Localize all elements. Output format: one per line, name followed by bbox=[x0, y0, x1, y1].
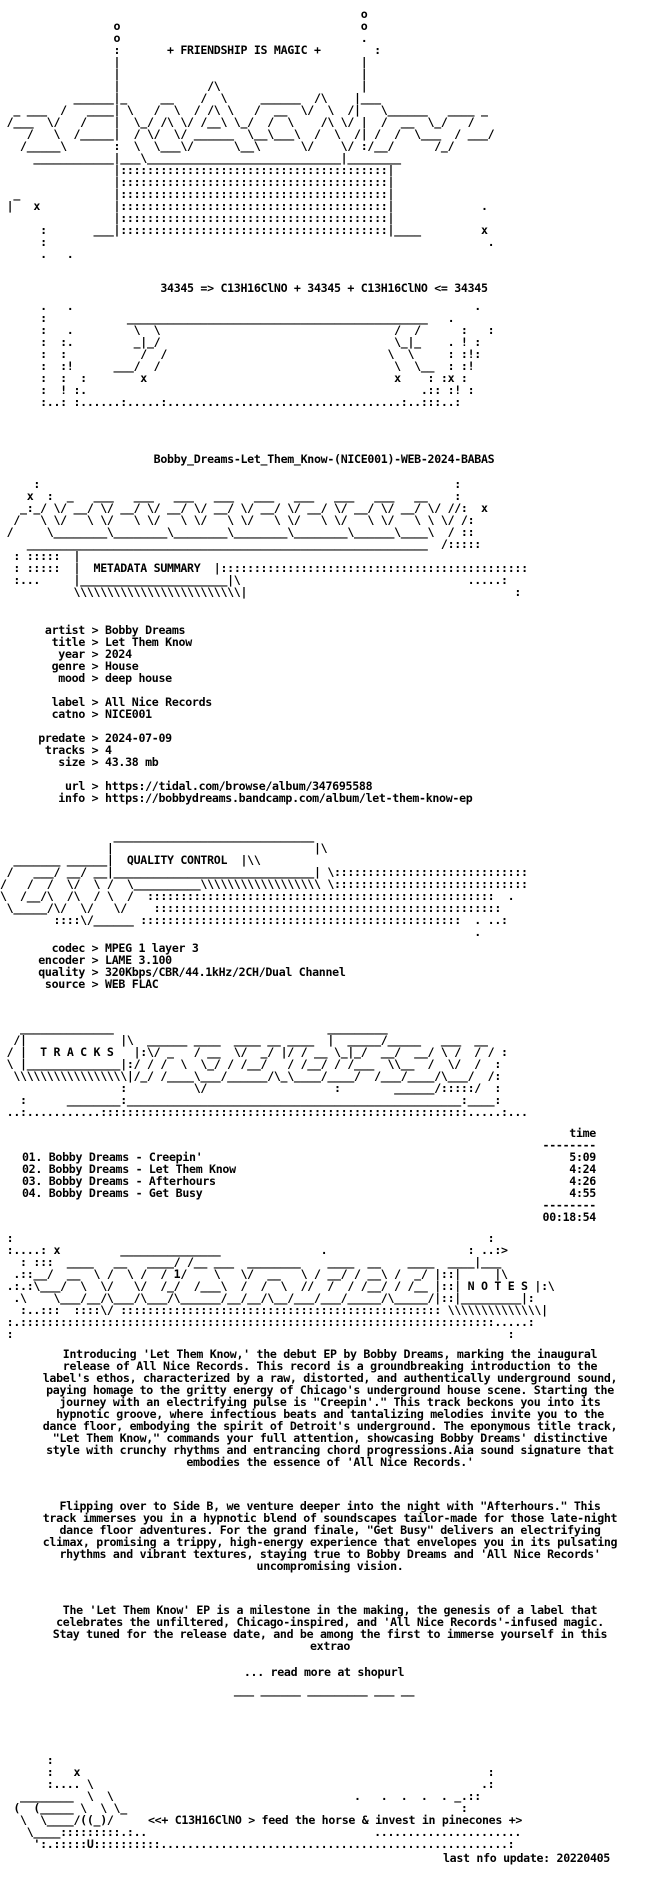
notes-paragraph-2: Flipping over to Side B, we venture deeper into the night with "Afterhours." This track immerses you in a hypnotic blend of soundscapes tailor-made for those late-night dance floor adventures. For the grand finale, "Get Busy" delivers an electrifying climax, promising a trippy, high-energy experience that envelopes you in its pulsating rhythms and vibrant textures, staying true to Bobby Dreams and 'All Nice Records' uncompromising vision. bbox=[42, 1499, 618, 1573]
notes-section-title: N O T E S bbox=[467, 1279, 528, 1293]
metadata-row-genre: genre > House bbox=[51, 659, 139, 673]
metadata-row-tracks: tracks > 4 bbox=[44, 743, 112, 757]
track-row: 02. Bobby Dreams - Let Them Know bbox=[22, 1162, 236, 1176]
footer-tagline: <<+ C13H16ClNO > feed the horse & invest in pinecones +> bbox=[148, 1813, 523, 1827]
tracks-time-header: time bbox=[569, 1126, 596, 1140]
notes-underline: ___ ______ _________ ___ __ bbox=[233, 1683, 415, 1697]
metadata-row-artist: artist > Bobby Dreams bbox=[44, 623, 186, 637]
metadata-row-label: label > All Nice Records bbox=[51, 695, 212, 709]
track-row: 04. Bobby Dreams - Get Busy bbox=[22, 1186, 203, 1200]
quality-row-quality: quality > 320Kbps/CBR/44.1kHz/2CH/Dual Channel bbox=[38, 965, 346, 979]
group-tag: + FRIENDSHIP IS MAGIC + bbox=[167, 43, 321, 57]
metadata-header-art: : : x : _ ___ ___ ___ ___ ___ ___ ___ ___ __ : _:_/ \/ __/ \/ __/ \/ __/ \/ __/ \/ __/ \/ __/ \/ __/ \/ __/ \/ //: x / \ \/ \ \/ \ \/ \ \/ \ \/ \ \/ \ \/ \ \/ \ \ \/ /: / \________\________\________\________\________\______\____\ / :: ____________________________________________________________ /::::: : ::::: | bbox=[6, 477, 488, 563]
metadata-row-info[interactable]: info > https://bobbydreams.bandcamp.com/album/let-them-know-ep bbox=[58, 791, 473, 805]
tracks-section-title: T R A C K S bbox=[40, 1045, 114, 1059]
tracks-time-rule: -------- bbox=[542, 1138, 596, 1152]
metadata-row-url[interactable]: url > https://tidal.com/browse/album/347695588 bbox=[64, 779, 373, 793]
metadata-row-title: title > Let Them Know bbox=[51, 635, 192, 649]
header-ascii-art: o o o o . : + FRIENDSHIP IS MAGIC + : | | | | | /\ | ______|_ __ / \ ______ /\ |___ _ ___ / ____| \ / \ / /\ \ / __ \/ \ /| \______ ____ _ /___ \/ / | \_/ /\ \/ /__\ \_/ / \ /\ \/ | / __ \_/ / / \ /_____| / \/ \/ ______ \__\___\ / \ /| / / \___ / ___/ /_____\ : \ \___\/ \__\ \/ \/ :/__/ /_/ ____________|___\_____________________________|________ |::::::::::::::::::::::::::::::::::::::::| |::::::::::::::::::::::::::::::::::::::::| _ |::::::::::::::::::::::::::::::::::::::::| | x |::::::::::::::::::::::::::::::::::::::::| . |::::::::::::::::::::::::::::::::::::::::| : ___|::::::::::::::::::::::::::::::::::::::::|____ x : . . . bbox=[6, 7, 495, 261]
header-base-art: . . . : _____________________________________________ . : . \ \ / / : : : :. _|_/ \_|_ . ! : : : / / \ \ : :!: : :! ___/ / \ \__ : :! : : : x x : :x : : ! :. .:: :! : :..: :......:.....:...................................:..:::..: bbox=[40, 299, 495, 409]
quality-header-art: ______________________________ | |\ _______ ______| QUALITY CONTROL |\\ / ___/ __/ __|______________________________| \::::::::::::::::::::::::::::: / / / \/ \ / \__________\\\\\\\\\\\\\\\\\\ \::::::::::::::::::::::::::::: \ /__/\ /\ / \ / :::::::::::::::::::::::::::::::::::::::::::::::::::: . \_____/\/ \/ \/ :::::::::::::::::::::::::::::::::::::::::::::::::::: ::::\/______ :::::::::::::::::::::::::::::::::::::::::::::::: . ..: . bbox=[0, 829, 528, 939]
formula-line: 34345 => C13H16ClNO + 34345 + C13H16ClNO <= 34345 bbox=[160, 281, 488, 295]
metadata-row-predate: predate > 2024-07-09 bbox=[38, 731, 172, 745]
footer-base-art: \____:::::::::.:.. ...................... ':.:::::U::::::::::....................................................: bbox=[26, 1825, 522, 1851]
track-time: 5:09 bbox=[569, 1150, 596, 1164]
tracks-header-art: ______________ _________ /| |\ ______ ____ ____ __ ____ | _____/_____ ___ __ / | T R A C K S |:\/ _ / __ \/ _/ |/ / __ \_|_/ __/ __/ \ / / / : \ |______________|:/ / / \ \_/ / /__/ / /__/ / /___ \\__ / \/ / : \\\\\\\\\\\\\\\\\|/_/ /____\___/______/\_\____/____/ /___/____/\___/ /: : \/ : ______/:::::/ : : ________:__________________________________________________:____: ..:...........:::::::::::::::::::::::::::::::::::::::::::::::::::::::.....:... bbox=[6, 1021, 528, 1119]
quality-list bbox=[0, 942, 648, 1002]
tracks-total-rule: -------- bbox=[542, 1198, 596, 1212]
track-row: 03. Bobby Dreams - Afterhours bbox=[22, 1174, 216, 1188]
quality-section-title: QUALITY CONTROL bbox=[126, 853, 228, 867]
notes-header-art: : : :....: x _______________ . : ..:> : ::: ____ __ ____/ /__ ___ ________ ____ __ ____ ____|___ .::__/ __ \ / \ / / 1/ \ \/ __ \ / __/ / __\ / _/ |::| |\ .:.:\___/ \ \/ \/ /_/ /___\ / / \ // / / /__/ / /__ |::| N O T E S |:\ .\ \___/__/\___/\___/\______/__/__/\__/___/___/_____/\_____/|::|_________|: :..::: ::::\/ :::::::::::::::::::::::::::::::::::::::::::::::: \\\\\\\\\\\\\\| :.:::::::::::::::::::::::::::::::::::::::::::::::::::::::::::::::::::::::.....: : : bbox=[6, 1231, 555, 1341]
metadata-row-catno: catno > NICE001 bbox=[51, 707, 152, 721]
last-update: last nfo update: 20220405 bbox=[442, 1851, 610, 1865]
metadata-list bbox=[0, 623, 648, 805]
notes-paragraph-3: The 'Let Them Know' EP is a milestone in the making, the genesis of a label that celebrates the unfiltered, Chicago-inspired, and 'All Nice Records'-infused magic. Stay tuned for the release date, and be among the first to immerse yourself in this extrao bbox=[52, 1603, 608, 1653]
track-row: 01. Bobby Dreams - Creepin' bbox=[22, 1150, 203, 1164]
metadata-row-size: size > 43.38 mb bbox=[58, 755, 159, 769]
metadata-section-title: METADATA SUMMARY bbox=[93, 561, 201, 575]
quality-row-codec: codec > MPEG 1 layer 3 bbox=[51, 941, 199, 955]
metadata-row-year: year > 2024 bbox=[58, 647, 132, 661]
track-time: 4:55 bbox=[569, 1186, 596, 1200]
metadata-row-mood: mood > deep house bbox=[58, 671, 172, 685]
quality-row-encoder: encoder > LAME 3.100 bbox=[38, 953, 172, 967]
read-more-link[interactable]: ... read more at shopurl bbox=[243, 1665, 405, 1679]
tracks-total-time: 00:18:54 bbox=[542, 1210, 596, 1224]
metadata-title-row: : ::::: | METADATA SUMMARY |:::::::::::::::::::::::::::::::::::::::::::::: :... |______________________|\ .....: \\\\\\\\\\\\\\\\\\\\\\\\\| : bbox=[0, 561, 528, 599]
release-name: Bobby_Dreams-Let_Them_Know-(NICE001)-WEB-2024-BABAS bbox=[153, 452, 495, 466]
notes-paragraph-1: Introducing 'Let Them Know,' the debut EP by Bobby Dreams, marking the inaugural release of All Nice Records. This record is a groundbreaking introduction to the label's ethos, characterized by a raw, distorted, and authentically underground sound, paying homage to the gritty energy of Chicago's underground house scene. Starting the journey with an electrifying pulse is "Creepin'." This track beckons you into its hypnotic groove, where infectious beats and tantalizing melodies invite you to the dance floor, embodying the spirit of Detroit's underground. The eponymous title track, "Let Them Know," commands your full attention, showcasing Bobby Dreams' distinctive style with crunchy rhythms and entrancing chord progressions.Aia sound signature that embodies the essence of 'All Nice Records.' bbox=[42, 1347, 618, 1469]
track-time: 4:26 bbox=[569, 1174, 596, 1188]
quality-row-source: source > WEB FLAC bbox=[44, 977, 159, 991]
footer-ascii-art: : : x : :.... \ .: ________ \ \ . . . . . _.:: ( (_____ \ \ \_ : \ \____/((_)/ bbox=[13, 1753, 495, 1827]
track-time: 4:24 bbox=[569, 1162, 596, 1176]
